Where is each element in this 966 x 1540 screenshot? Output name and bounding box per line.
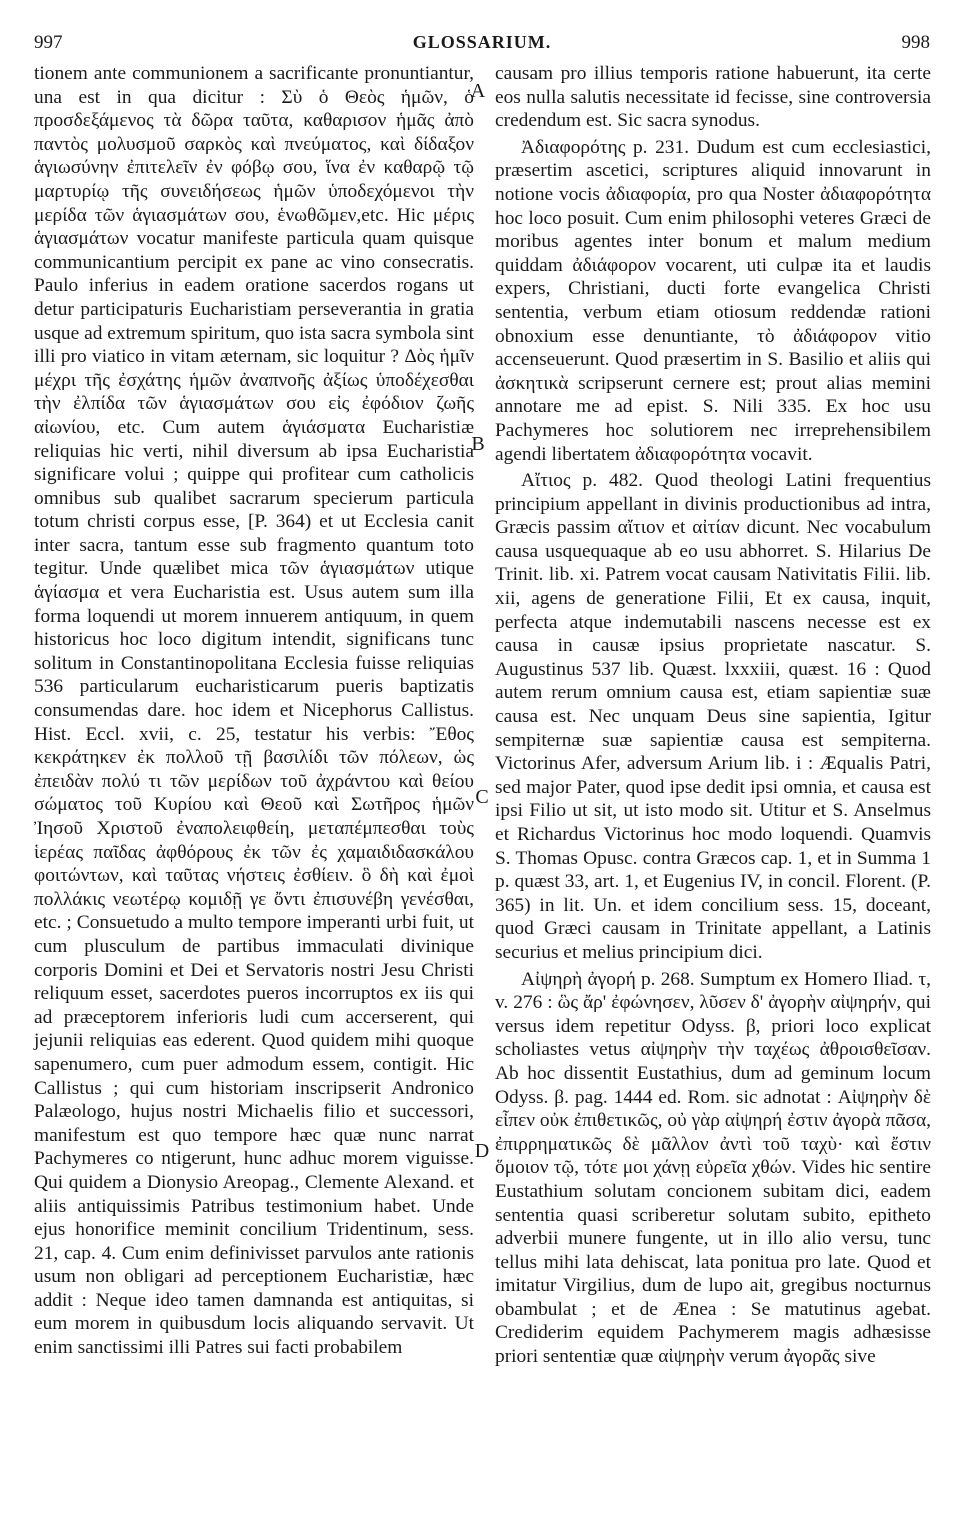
left-column — [34, 62, 474, 1360]
left-column-paragraph-1: tionem ante communionem a sacrificante pronuntiantur, una est in qua dicitur : Σὺ ὁ Θεὸς ἡμῶν, ὁ προσδεξάμενος τὰ δῶρα ταῦτα, καθαρισον ἡμᾶς ἀπὸ παντὸς μολυσμοῦ σαρκὸς καὶ πνεύματος, καὶ δίδαξον ἁγιωσύνην ἐπιτελεῖν ἐν φόβῳ σου, ἵνα ἐν καθαρῷ τῷ μαρτυρίῳ τῆς συνειδήσεως ἡμῶν ὑποδεχόμενοι τὴν μερίδα τῶν ἁγιασμάτων σου, ἑνωθῶμεν,etc. Hic μέρις ἁγιασμάτων vocatur manifeste particula quam quisque communicantium percipit ex pane ac vino consecratis. Paulo inferius in eadem oratione sacerdos rogans ut detur participaturis Eucharistiam perseverantia in gratia usque ad extremum spiritum, quo ista sacra symbola sint illi pro viatico in vitam æternam, sic loquitur ? Δὸς ἡμῖν μέχρι τῆς ἐσχάτης ἡμῶν ἀναπνοῆς ἀξίως ὑποδέχεσθαι τὴν ἐλπίδα τῶν ἁγιασμάτων σου εἰς ἐφόδιον ζωῆς αἰωνίου, etc. Cum autem ἁγιάσματα Eucharistiæ reliquias hic verti, nihil diversum ab ipsa Eucharistia significare volui ; quippe qui profitear cum catholicis omnibus sub qualibet sacrarum specierum particula totum christi corpus esse, [P. 364) et ut Ecclesia canit inter sacra, tantum esse sub fragmento quantum toto tegitur. Unde quælibet mica τῶν ἁγιασμάτων utique ἁγίασμα et vera Eucharistia est. Usus autem sum illa forma loquendi ut morem innuerem antiquum, in quem historicus hoc loco digitum intendit, significans tunc solitum in Constantinopolitana Ecclesia fuisse reliquias 536 particularum eucharisticarum pueris baptizatis consumendas dare. hoc idem et Nicephorus Callistus. Hist. Eccl. xvii, c. 25, testatur his verbis: Ἔθος κεκράτηκεν ἐκ πολλοῦ τῇ βασιλίδι τῶν πόλεων, ὡς ἐπειδὰν πολύ τι τῶν μερίδων τοῦ ἀχράντου καὶ θείου σώματος τοῦ Κυρίου καὶ Θεοῦ καὶ Σωτῆρος ἡμῶν Ἰησοῦ Χριστοῦ ἐναπολειφθείη, μεταπέμπεσθαι τοὺς ἱερέας παῖδας ἀφθόρους ἐκ τῶν ἐς χαμαιδιδασκάλου φοιτώντων, καὶ ταῦτας νήστεις ἐσθίειν. ὃ δὴ καὶ ἐμοὶ πολλάκις νεωτέρῳ κομιδῇ γε ὄντι ἐπισυνέβη γενέσθαι, etc. ; Consuetudo a multo tempore imperanti urbi fuit, ut cum plusculum de partibus immaculati divinique corporis Domini et Dei et Servatoris nostri Jesu Christi reliquum esset, sacerdotes pueros incorruptos ex iis qui ad præceptorem inferioris ludi cum accerserent, qui jejunii reliquias eas ederent. Quod quidem mihi quoque sapenumero, cum puer admodum essem, contigit. Hic Callistus ; qui cum historiam inscripserit Andronico Palæologo, hujus nostri Michaelis filio et successori, manifestum est quo tempore hæc quæ nunc narrat Pachymeres co ntigerunt, hunc adhuc morem viguisse. Qui quidem a Dionysio Areopag., Clemente Alexand. et aliis antiquissimis Patribus testimonium habet. Unde ejus honorifice meminit concilium Tridentinum, sess. 21, cap. 4. Cum enim definivisset parvulos ante rationis usum non obligari ad perceptionem Eucharistiæ, hæc addit : Neque ideo tamen damnanda est antiquitas, si eum morem in quibusdum locis aliquando servavit. Ut enim sanctissimi illi Patres sui facti probabilem — [34, 63, 474, 1359]
margin-marker-a: A — [470, 80, 486, 102]
entry-aipsere-agore: Αἰψηρὴ ἀγορή p. 268. Sumptum ex Homero Iliad. τ, v. 276 : ὣς ἄρ' ἐφώνησεν, λῦσεν δ' ἀγορὴν αἰψηρήν, qui versus idem repetitur Odyss. β, priori loco explicat scholiastes vetus αἰψηρὴν τὴν ταχέως ἀθροισθεῖσαν. Ab hoc dissentit Eustathius, dum ad geminum locum Odyss. β. pag. 1444 ed. Rom. sic adnotat : Αἰψηρὴν δὲ εἶπεν οὐκ ἐπιθετικῶς, οὐ γὰρ αἰψηρή ἐστιν ἀγορὰ πᾶσα, ἐπιρρηματικῶς δὲ μᾶλλον ἀντὶ τοῦ ταχὺ· καὶ ἔστιν ὅμοιον τῷ, τότε μοι χάνῃ εὐρεῖα χθών. Vides hic sentire Eustathium solutam concionem subitam dici, eadem sententia quasi scriberetur solutam subito, epitheto adverbii munere fungente, ut in illo alio versu, tunc tellus mihi lata dehiscat, lata ponitua pro late. Quod et imitatur Virgilius, dum de lupo ait, gregibus nocturnus obambulat ; et de Ænea : Se matutinus agebat. Crediderim equidem Pachymerem magis adhæsisse priori sententiæ quæ αἰψηρὴν verum ἀγορᾶς sive — [495, 968, 931, 1368]
entry-aitios: Αἴτιος p. 482. Quod theologi Latini frequentius principium appellant in divinis productionibus ad intra, Græcis passim αἴτιον et αἰτίαν dicunt. Nec vocabulum causa usquequaque ab eo usu abhorret. S. Hilarius De Trinit. lib. xi. Patrem vocat causam Nativitatis Filii. lib. xii, agens de generatione Filii, Et ex causa, inquit, perfecta atque indemutabili nascens necesse est ex causa in causæ ipsius proprietate nascatur. S. Augustinus 537 lib. Quæst. lxxxiii, quæst. 16 : Quod autem rerum omnium causa est, etiam sapientiæ suæ causa est. Nec unquam Deus sine sapientia, Igitur sempiternæ suæ sapientiæ causa est sempiterna. Victorinus Afer, adversum Arium lib. i : Æqualis Patri, sed major Pater, quod ipse dedit ipsi omnia, et causa est ipsi Filio ut sit, ut isto modo sit. Utitur et S. Anselmus et Richardus Victorinus hoc modo loquendi. Quamvis S. Thomas Opusc. contra Græcos cap. 1, et in Summa 1 p. quæst 33, art. 1, et Eugenius IV, in concil. Florent. (P. 365) in lit. Un. et idem concilium sess. 15, doceant, quod Græci causam in Trinitate appellant, a Latinis securius et melius principium dici. — [495, 470, 931, 963]
page-number-left: 997 — [34, 32, 63, 53]
running-title: GLOSSARIUM. — [412, 32, 552, 52]
margin-marker-b: B — [471, 433, 485, 455]
margin-marker-c: C — [475, 786, 489, 808]
page-number-right: 998 — [901, 32, 930, 53]
right-column — [495, 62, 931, 1369]
page-header — [34, 32, 930, 58]
margin-marker-d: D — [474, 1140, 490, 1162]
entry-adiaphorotes: Ἀδιαφορότης p. 231. Dudum est cum ecclesiastici, præsertim ascetici, scriptures aliquid innovarunt in notione vocis ἀδιαφορία, pro qua Noster ἀδιαφορότητα hoc loco posuit. Cum enim philosophi veteres Græci de moribus agentes inter bonum et malum medium quiddam ἀδιάφορον vocarent, uti culpæ ita et laudis expers, Christiani, ducti forte evangelica Christi sententia, verbum etiam otiosum reddendæ rationi obnoxium esse denuntiante, τὸ ἀδιάφορον vitio accenseuerunt. Quod præsertim in S. Basilio et aliis qui ἀσκητικὰ scripserunt cernere est; prout alias memini annotare me ad epist. S. Nili 335. Ex hoc usu Pachymeres hoc solutiorem nec irreprehensibilem agendi libertatem ἀδιαφορότητα vocavit. — [495, 136, 931, 465]
right-column-paragraph-1: causam pro illius temporis ratione habuerunt, ita certe eos nulla salutis necessitate id fecisse, sine controversia credendum est. Sic sacra synodus. — [495, 63, 931, 132]
